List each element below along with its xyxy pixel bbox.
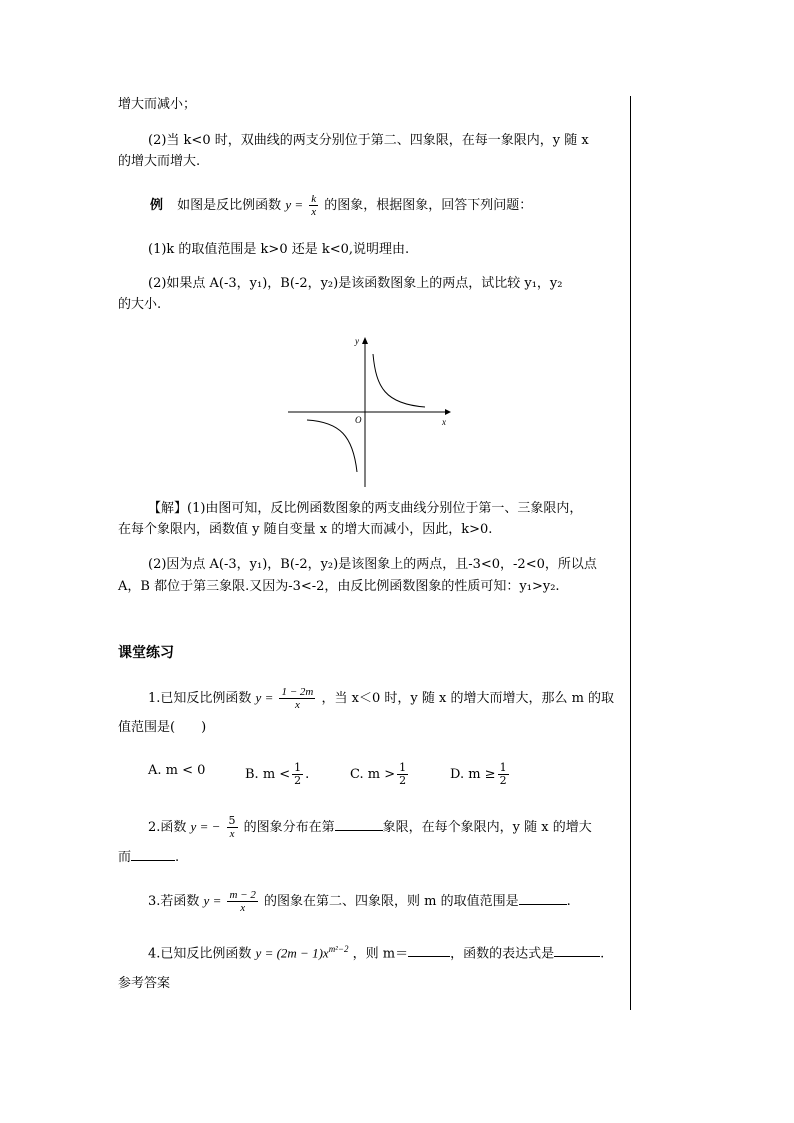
property-2-line2: 的增大而增大. <box>118 154 201 169</box>
exercise-1-option-c: C. m > $\frac{1}{2}$ <box>350 761 407 787</box>
property-2-line1: (2)当 k<0 时，双曲线的两支分别位于第二、四象限，在每一象限内，y 随 x <box>148 133 589 148</box>
example-question-2-line1: (2)如果点 A(-3，y₁)，B(-2，y₂)是该函数图象上的两点，试比较 y₁，y₂ <box>148 276 563 291</box>
example-tag: 例 <box>150 198 164 213</box>
exercise-3: 3.若函数 y = $\frac{m - 2}{x}$ 的图象在第二、四象限，则 m 的取值范围是 . <box>148 889 571 914</box>
example-question-2-line2: 的大小. <box>118 297 162 312</box>
exercise-1-option-b: B. m < $\frac{1}{2}$ . <box>245 761 310 787</box>
hyperbola-graph <box>285 332 455 490</box>
fraction-exercise-2: $\frac{5}{x}$ <box>228 814 236 840</box>
example-question-1: (1)k 的取值范围是 k>0 还是 k<0,说明理由. <box>148 242 410 257</box>
fraction-k-over-x: $\frac{k}{x}$ <box>311 193 317 218</box>
example-intro: 例 如图是反比例函数 y = $\frac{k}{x}$ 的图象，根据图象，回答下列问题： <box>150 193 533 218</box>
answer-blank <box>554 944 600 957</box>
fraction-exercise-1: $\frac{1 - 2m}{x}$ <box>281 686 314 711</box>
continued-text: 增大而减小； <box>118 97 197 112</box>
exercise-1-option-d: D. m ≥ $\frac{1}{2}$ <box>450 761 507 787</box>
solution-line3: (2)因为点 A(-3，y₁)，B(-2，y₂)是该图象上的两点，且-3<0，-2<0，所以点 <box>148 557 597 572</box>
fraction-exercise-3: $\frac{m - 2}{x}$ <box>229 889 256 914</box>
answers-title: 参考答案 <box>118 976 171 991</box>
solution-line2: 在每个象限内，函数值 y 随自变量 x 的增大而减小，因此，k>0. <box>118 522 493 537</box>
exercise-1-line1: 1.已知反比例函数 y = $\frac{1 - 2m}{x}$ ，当 x＜0 时，y 随 x 的增大而增大，那么 m 的取 <box>148 686 615 711</box>
solution-line1: 【解】(1)由图可知，反比例函数图象的两支曲线分别位于第一、三象限内， <box>148 501 583 516</box>
margin-rule <box>630 96 631 1010</box>
answer-blank <box>335 818 383 831</box>
y-axis-label: y <box>355 336 359 346</box>
origin-label: O <box>355 415 362 425</box>
exercise-4: 4.已知反比例函数 $y = (2m - 1)x^{m^2-2}$ ，则 m＝ ，函数的表达式是 . <box>148 944 605 962</box>
exercise-1-line2: 值范围是( ) <box>118 720 207 735</box>
x-axis-arrow <box>445 409 451 415</box>
solution-line4: A，B 都位于第三象限.又因为-3<-2，由反比例函数图象的性质可知：y₁>y₂. <box>118 579 560 594</box>
answer-blank <box>408 944 450 957</box>
exercise-2-line2: 而 . <box>118 850 180 865</box>
answer-blank <box>131 848 175 861</box>
exercise-1-option-a: A. m < 0 <box>148 763 206 778</box>
exercise-2-line1: 2.函数 y = − $\frac{5}{x}$ 的图象分布在第 象限，在每个象限内，y 随 x 的增大 <box>148 814 592 840</box>
hyperbola-branch-q3 <box>307 420 357 472</box>
y-axis-arrow <box>362 337 368 344</box>
x-axis-label: x <box>442 417 446 427</box>
section-title: 课堂练习 <box>118 645 174 661</box>
answer-blank <box>519 892 567 905</box>
hyperbola-branch-q1 <box>373 354 425 407</box>
